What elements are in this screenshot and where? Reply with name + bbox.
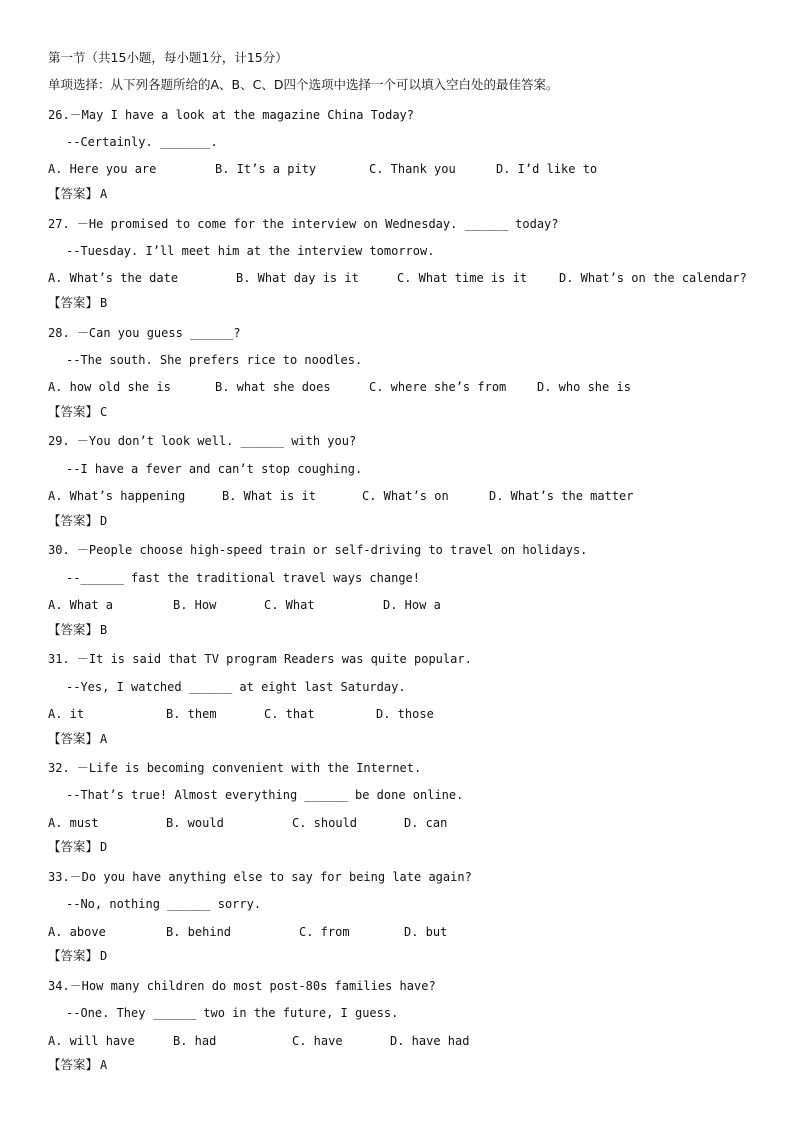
option-a: A. Here you are (48, 162, 157, 176)
answer-label: 【答案】 (48, 1057, 99, 1072)
question-prompt: 26.－May I have a look at the magazine China Today? (48, 108, 415, 122)
option-a: A. What’s the date (48, 271, 179, 285)
section-title: 第一节（共15小题，每小题1分，计15分） (48, 50, 288, 65)
answer-line (48, 948, 107, 964)
answer-line (48, 731, 107, 747)
option-b: B. behind (166, 925, 232, 939)
option-a: A. how old she is (48, 380, 171, 394)
question-response: --I have a fever and can’t stop coughing. (66, 462, 363, 476)
answer-label: 【答案】 (48, 295, 99, 310)
answer-label: 【答案】 (48, 622, 99, 637)
question-response: --Yes, I watched ______ at eight last Saturday. (66, 680, 406, 694)
answer-label: 【答案】 (48, 404, 99, 419)
answer-line (48, 839, 107, 855)
option-a: A. What’s happening (48, 489, 186, 503)
answer-value: D (100, 840, 108, 854)
question-response: --______ fast the traditional travel ways change! (66, 571, 421, 585)
option-d: D. How a (383, 598, 441, 612)
question-prompt: 34.－How many children do most post-80s families have? (48, 979, 436, 993)
option-a: A. must (48, 816, 99, 830)
option-c: C. Thank you (369, 162, 456, 176)
question-prompt: 32. －Life is becoming convenient with the Internet. (48, 761, 422, 775)
question-prompt: 27. －He promised to come for the interview on Wednesday. ______ today? (48, 217, 559, 231)
answer-line (48, 1057, 107, 1073)
option-b: B. What is it (222, 489, 316, 503)
answer-value: D (100, 949, 108, 963)
answer-value: B (100, 623, 108, 637)
option-a: A. it (48, 707, 85, 721)
option-a: A. What a (48, 598, 114, 612)
answer-line (48, 622, 107, 638)
answer-value: B (100, 296, 108, 310)
option-d: D. but (404, 925, 448, 939)
answer-label: 【答案】 (48, 731, 99, 746)
option-d: D. What’s the matter (489, 489, 634, 503)
question-prompt: 29. －You don’t look well. ______ with you? (48, 434, 357, 448)
answer-line (48, 404, 107, 420)
question-response: --The south. She prefers rice to noodles. (66, 353, 363, 367)
option-c: C. What’s on (362, 489, 449, 503)
answer-value: A (100, 1058, 108, 1072)
option-d: D. can (404, 816, 448, 830)
answer-line (48, 295, 107, 311)
answer-value: C (100, 405, 108, 419)
answer-label: 【答案】 (48, 513, 99, 528)
option-b: B. what she does (215, 380, 331, 394)
answer-label: 【答案】 (48, 948, 99, 963)
question-response: --One. They ______ two in the future, I guess. (66, 1006, 399, 1020)
answer-line (48, 186, 107, 202)
question-prompt: 33.－Do you have anything else to say for being late again? (48, 870, 472, 884)
option-c: C. should (292, 816, 358, 830)
question-response: --That’s true! Almost everything ______ be done online. (66, 788, 464, 802)
question-prompt: 28. －Can you guess ______? (48, 326, 241, 340)
option-d: D. those (376, 707, 434, 721)
option-d: D. What’s on the calendar? (559, 271, 747, 285)
answer-value: D (100, 514, 108, 528)
answer-line (48, 513, 107, 529)
option-d: D. I’d like to (496, 162, 598, 176)
option-d: D. have had (390, 1034, 470, 1048)
option-c: C. that (264, 707, 315, 721)
option-c: C. have (292, 1034, 343, 1048)
option-b: B. had (173, 1034, 217, 1048)
option-b: B. them (166, 707, 217, 721)
answer-label: 【答案】 (48, 839, 99, 854)
option-b: B. would (166, 816, 224, 830)
option-d: D. who she is (537, 380, 631, 394)
option-b: B. It’s a pity (215, 162, 317, 176)
section-instruction: 单项选择：从下列各题所给的A、B、C、D四个选项中选择一个可以填入空白处的最佳答案。 (48, 77, 559, 92)
option-c: C. What time is it (397, 271, 528, 285)
question-response: --Certainly. _______. (66, 135, 218, 149)
option-c: C. where she’s from (369, 380, 507, 394)
answer-label: 【答案】 (48, 186, 99, 201)
option-b: B. How (173, 598, 217, 612)
question-response: --No, nothing ______ sorry. (66, 897, 262, 911)
answer-value: A (100, 732, 108, 746)
option-c: C. from (299, 925, 350, 939)
option-c: C. What (264, 598, 315, 612)
question-prompt: 30. －People choose high-speed train or self-driving to travel on holidays. (48, 543, 588, 557)
question-prompt: 31. －It is said that TV program Readers was quite popular. (48, 652, 472, 666)
answer-value: A (100, 187, 108, 201)
option-a: A. above (48, 925, 106, 939)
option-a: A. will have (48, 1034, 135, 1048)
option-b: B. What day is it (236, 271, 359, 285)
question-response: --Tuesday. I’ll meet him at the interview tomorrow. (66, 244, 435, 258)
